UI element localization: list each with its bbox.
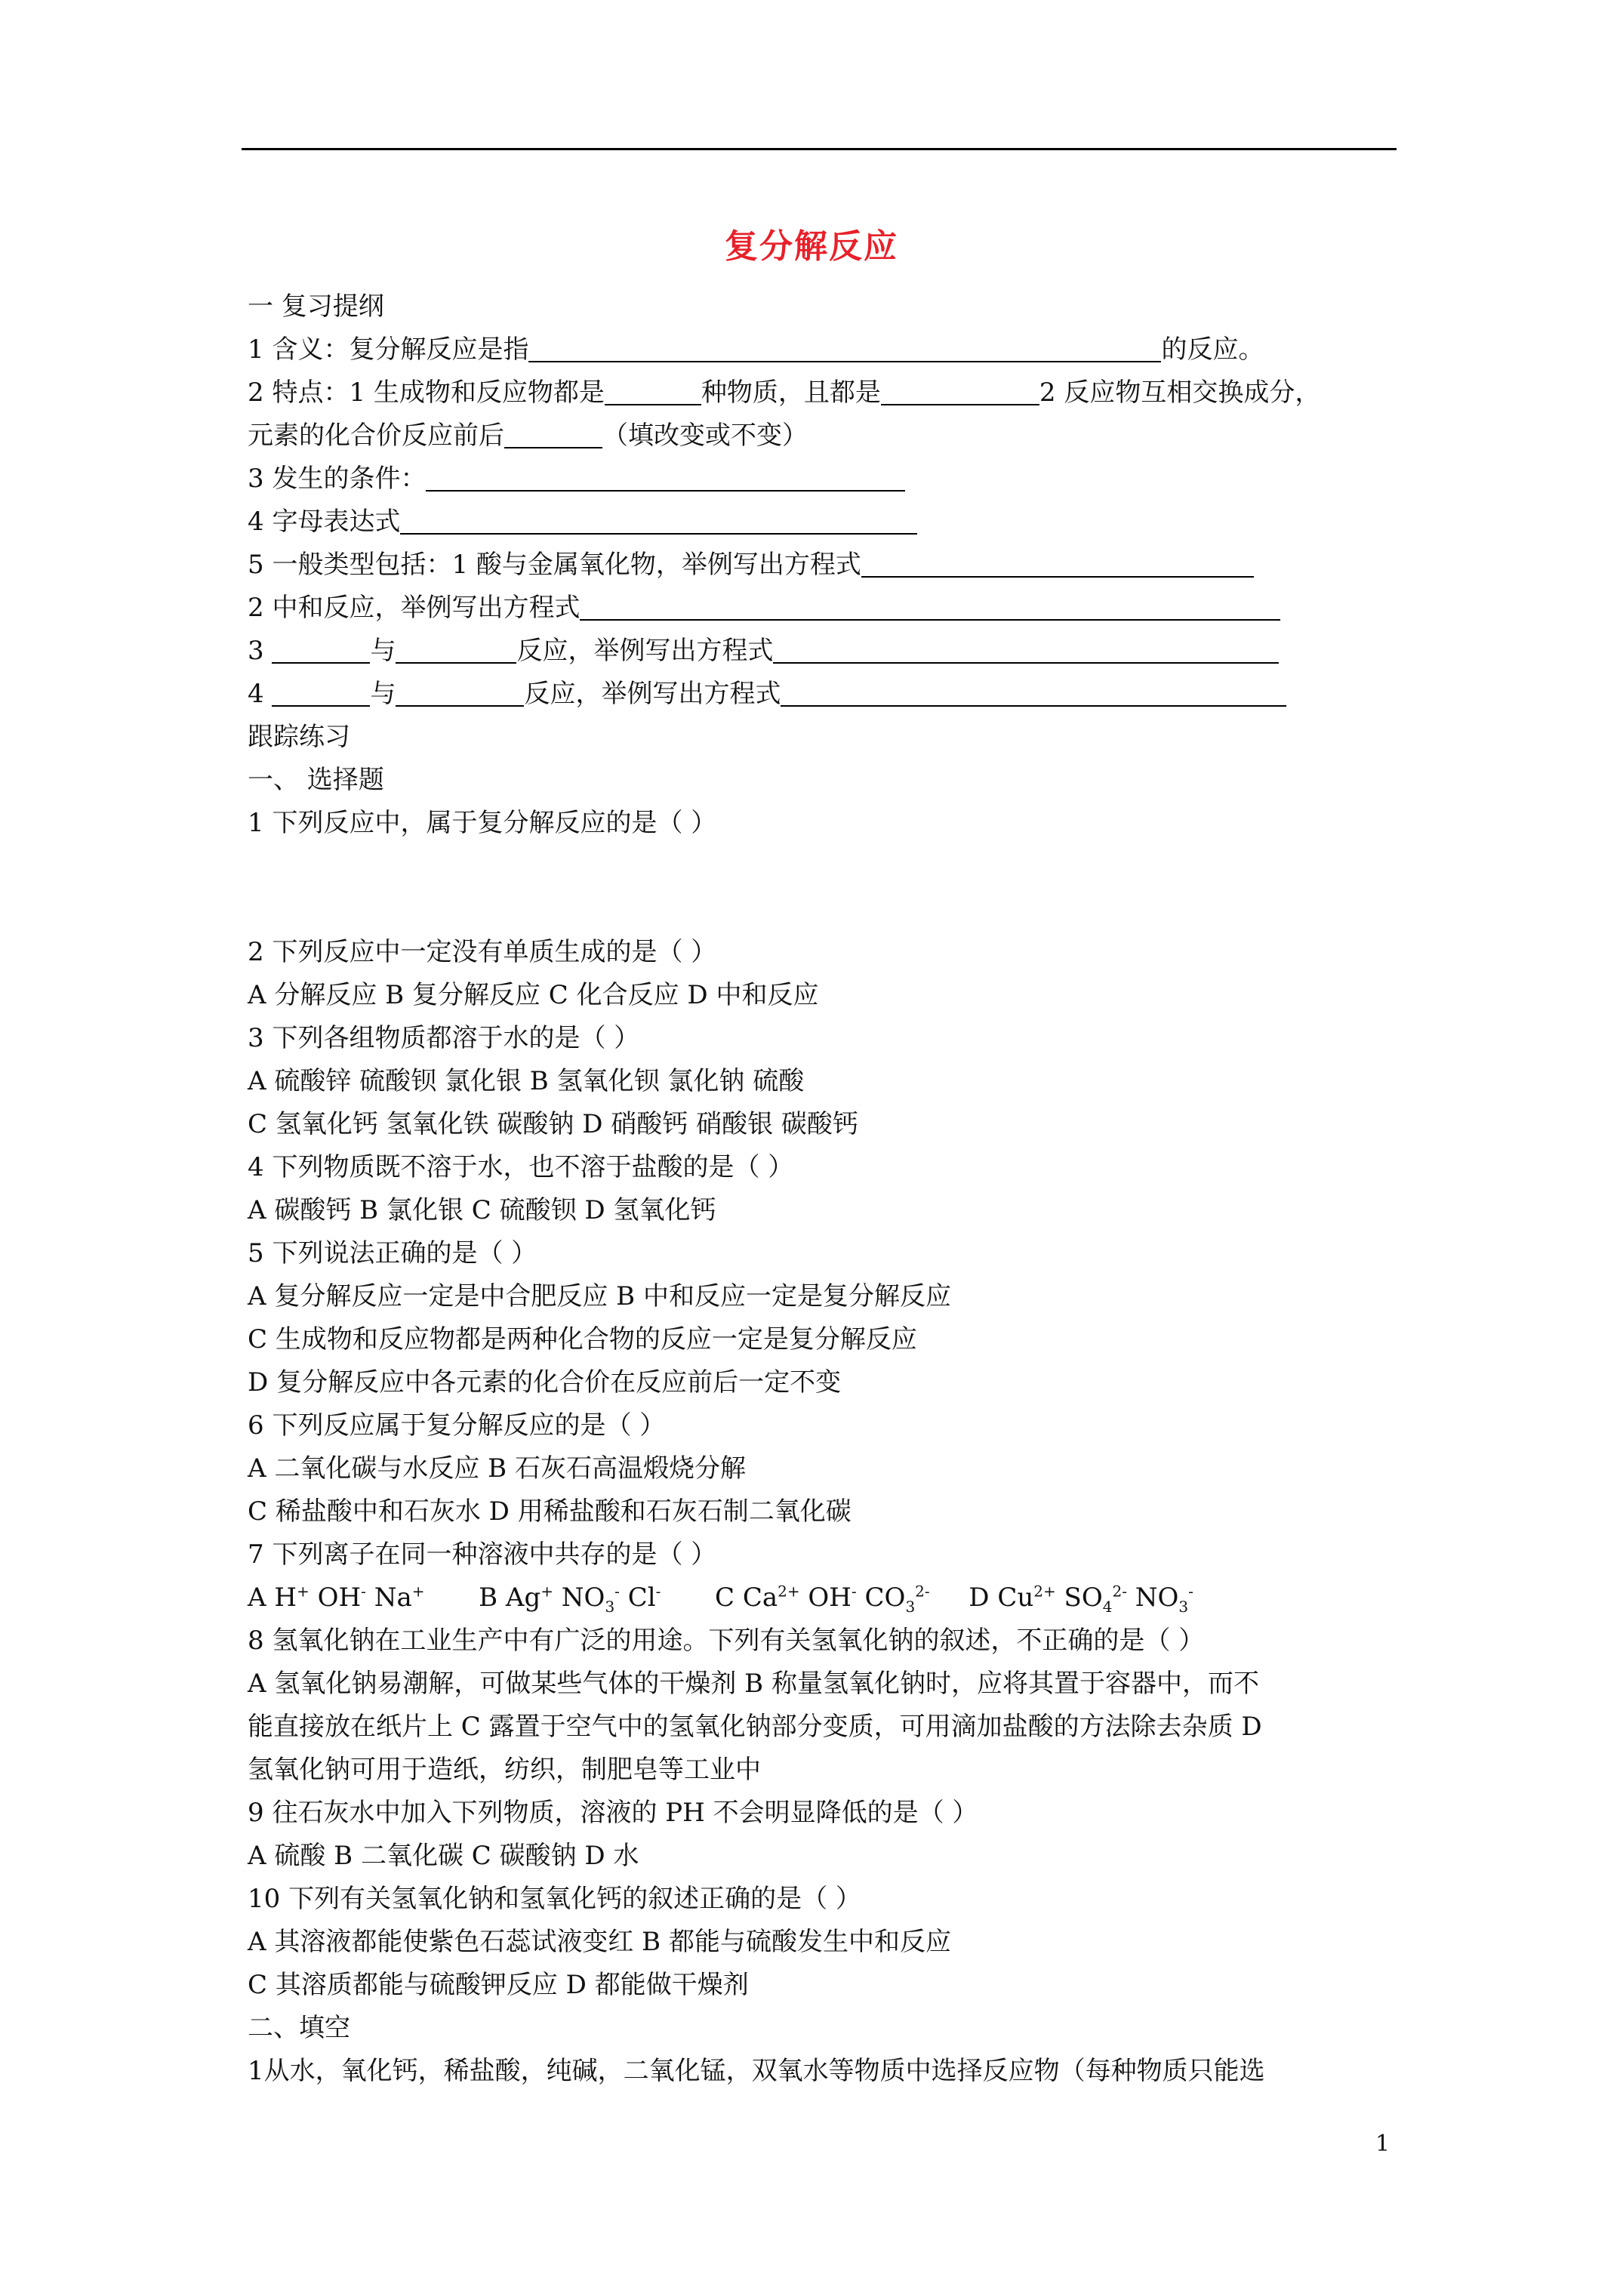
question-4-options: A 碳酸钙 B 氯化银 C 硫酸钡 D 氢氧化钙	[248, 1195, 716, 1225]
question-2: 2 下列反应中一定没有单质生成的是（ ）	[248, 937, 717, 967]
outline-item-2-cont: 元素的化合价反应前后 （填改变或不变）	[248, 421, 808, 451]
question-6-options-1: A 二氧化碳与水反应 B 石灰石高温煅烧分解	[248, 1453, 746, 1484]
blank[interactable]	[396, 678, 524, 707]
section-choice-heading: 一、 选择题	[248, 765, 384, 795]
fill-question-1: 1从水，氧化钙，稀盐酸，纯碱，二氧化锰，双氧水等物质中选择反应物（每种物质只能选	[248, 2056, 1265, 2086]
question-3-options-1: A 硫酸锌 硫酸钡 氯化银 B 氢氧化钡 氯化钠 硫酸	[248, 1066, 805, 1096]
question-7: 7 下列离子在同一种溶液中共存的是（ ）	[248, 1539, 717, 1570]
question-5-options-1: A 复分解反应一定是中合肥反应 B 中和反应一定是复分解反应	[248, 1281, 951, 1311]
blank[interactable]	[426, 463, 905, 492]
question-2-options: A 分解反应 B 复分解反应 C 化合反应 D 中和反应	[248, 980, 819, 1010]
question-1-space	[248, 845, 1421, 931]
outline-item-5: 5 一般类型包括：1 酸与金属氧化物，举例写出方程式	[248, 544, 1421, 587]
blank[interactable]	[781, 678, 1286, 707]
blank[interactable]	[504, 420, 602, 448]
question-7-options: A H+ OH- Na+ B Ag+ $NO_3^-$ Cl- C $Ca^{2+}$ OH- $CO_3^{2-}$ D $Cu^{2+}$ $SO_4^{2-}$ $NO_3^-$	[248, 1582, 1193, 1616]
question-8-options-1: A 氢氧化钠易潮解，可做某些气体的干燥剂 B 称量氢氧化钠时，应将其置于容器中，而不	[248, 1669, 1259, 1699]
question-9-options: A 硫酸 B 二氧化碳 C 碳酸钠 D 水	[248, 1841, 639, 1871]
question-3: 3 下列各组物质都溶于水的是（ ）	[248, 1023, 640, 1053]
question-5: 5 下列说法正确的是（ ）	[248, 1238, 537, 1268]
blank[interactable]	[396, 635, 516, 664]
question-1: 1 下列反应中，属于复分解反应的是（ ）	[248, 808, 717, 838]
blank[interactable]	[773, 635, 1279, 664]
question-5-options-3: D 复分解反应中各元素的化合价在反应前后一定不变	[248, 1367, 842, 1398]
outline-item-2: 2 特点：1 生成物和反应物都是 种物质，且都是 2 反应物互相交换成分，	[248, 378, 1321, 408]
question-10-options-1: A 其溶液都能使紫色石蕊试液变红 B 都能与硫酸发生中和反应	[248, 1927, 951, 1957]
question-10-options-2: C 其溶质都能与硫酸钾反应 D 都能做干燥剂	[248, 1970, 749, 2000]
blank[interactable]	[272, 678, 370, 707]
outline-item-1: 1 含义：复分解反应是指 的反应。	[248, 334, 1264, 365]
outline-item-5-4: 4 与 反应，举例写出方程式	[248, 673, 1421, 716]
outline-item-4: 4 字母表达式	[248, 501, 1421, 544]
practice-heading: 跟踪练习	[248, 722, 350, 752]
question-6: 6 下列反应属于复分解反应的是（ ）	[248, 1410, 666, 1441]
page-number: 1	[1375, 2131, 1390, 2157]
question-8-options-3: 氢氧化钠可用于造纸，纺织，制肥皂等工业中	[248, 1755, 761, 1785]
blank[interactable]	[580, 592, 1280, 621]
document-body	[248, 285, 1421, 2093]
blank[interactable]	[861, 549, 1254, 578]
question-8: 8 氢氧化钠在工业生产中有广泛的用途。下列有关氢氧化钠的叙述，不正确的是（ ）	[248, 1626, 1205, 1656]
question-6-options-2: C 稀盐酸中和石灰水 D 用稀盐酸和石灰石制二氧化碳	[248, 1496, 852, 1527]
question-3-options-2: C 氢氧化钙 氢氧化铁 碳酸钠 D 硝酸钙 硝酸银 碳酸钙	[248, 1109, 858, 1139]
outline-item-5-2: 2 中和反应，举例写出方程式	[248, 587, 1421, 630]
outline-item-3: 3 发生的条件：	[248, 458, 1421, 501]
section-fill-heading: 二、填空	[248, 2013, 350, 2043]
outline-heading: 一 复习提纲	[248, 291, 384, 322]
blank[interactable]	[605, 377, 701, 405]
page-title: 复分解反应	[725, 227, 898, 266]
question-9: 9 往石灰水中加入下列物质，溶液的 PH 不会明显降低的是（ ）	[248, 1798, 978, 1828]
question-8-options-2: 能直接放在纸片上 C 露置于空气中的氢氧化钠部分变质，可用滴加盐酸的方法除去杂质 D	[248, 1712, 1262, 1742]
question-4: 4 下列物质既不溶于水，也不溶于盐酸的是（ ）	[248, 1152, 794, 1182]
blank[interactable]	[400, 506, 917, 535]
blank[interactable]	[272, 635, 370, 664]
blank[interactable]	[528, 334, 1161, 362]
question-5-options-2: C 生成物和反应物都是两种化合物的反应一定是复分解反应	[248, 1324, 917, 1354]
outline-item-5-3: 3 与 反应，举例写出方程式	[248, 630, 1421, 673]
blank[interactable]	[881, 377, 1039, 405]
question-10: 10 下列有关氢氧化钠和氢氧化钙的叙述正确的是（ ）	[248, 1884, 861, 1914]
header-rule	[242, 148, 1397, 150]
